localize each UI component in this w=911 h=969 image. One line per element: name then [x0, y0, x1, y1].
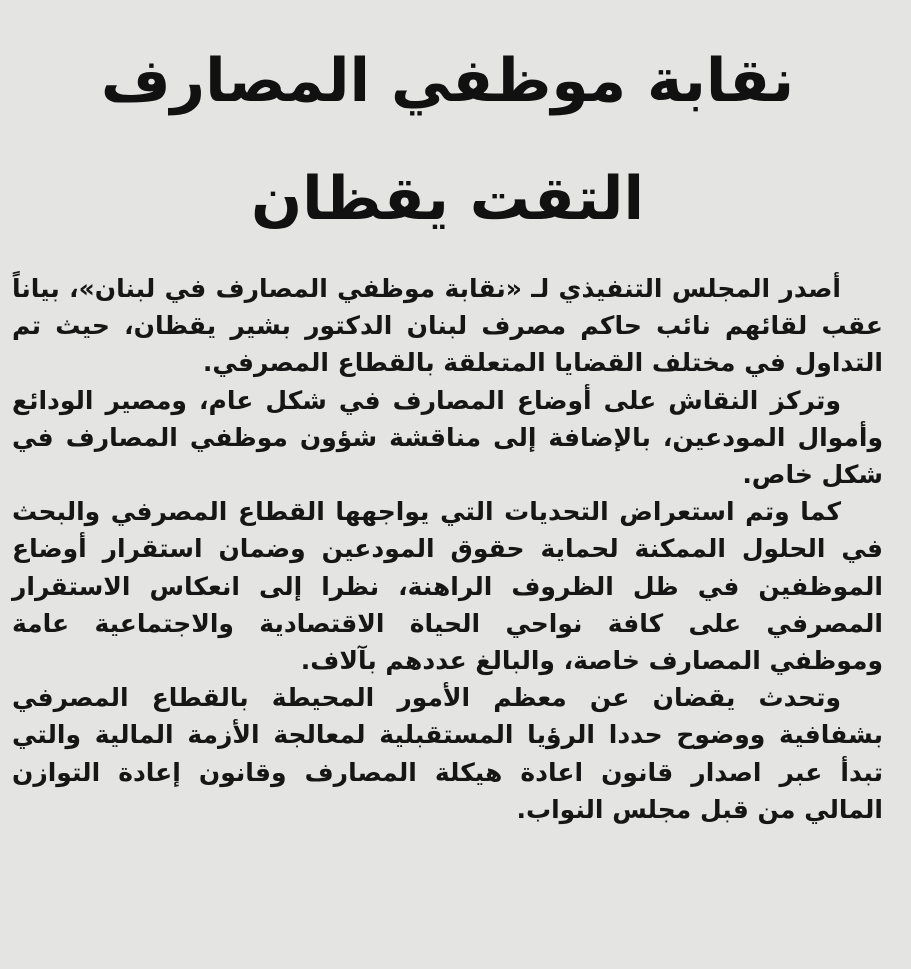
paragraph-1: أصدر المجلس التنفيذي لـ «نقابة موظفي المصارف في لبنان»، بياناً عقب لقائهم نائب حاكم مصرف لبنان الدكتور بشير يقظان، حيث تم التداول في مختلف القضايا المتعلقة بالقطاع المصرفي. — [12, 274, 883, 378]
paragraph-2: وتركز النقاش على أوضاع المصارف في شكل عام، ومصير الودائع وأموال المودعين، بالإضافة إلى مناقشة شؤون موظفي المصارف في شكل خاص. — [12, 385, 883, 490]
headline-line-2: التقت يقظان — [250, 164, 645, 234]
article-body — [12, 270, 883, 828]
paragraph-4: وتحدث يقضان عن معظم الأمور المحيطة بالقطاع المصرفي بشفافية ووضوح حددا الرؤيا المستقبلية لمعالجة الأزمة المالية والتي تبدأ عبر اصدار قانون اعادة هيكلة المصارف وقانون إعادة التوازن المالي من قبل مجلس النواب. — [12, 683, 883, 824]
headline-line-1: نقابة موظفي المصارف — [100, 46, 795, 116]
article-headline — [12, 22, 883, 258]
paragraph-3: كما وتم استعراض التحديات التي يواجهها القطاع المصرفي والبحث في الحلول الممكنة لحماية حقوق المودعين وضمان استقرار أوضاع الموظفين في ظل الظروف الراهنة، نظرا إلى انعكاس الاستقرار المصرفي على كافة نواحي الحياة الاقتصادية والاجتماعية عامة وموظفي المصارف خاصة، والبالغ عددهم بآلاف. — [12, 497, 883, 676]
